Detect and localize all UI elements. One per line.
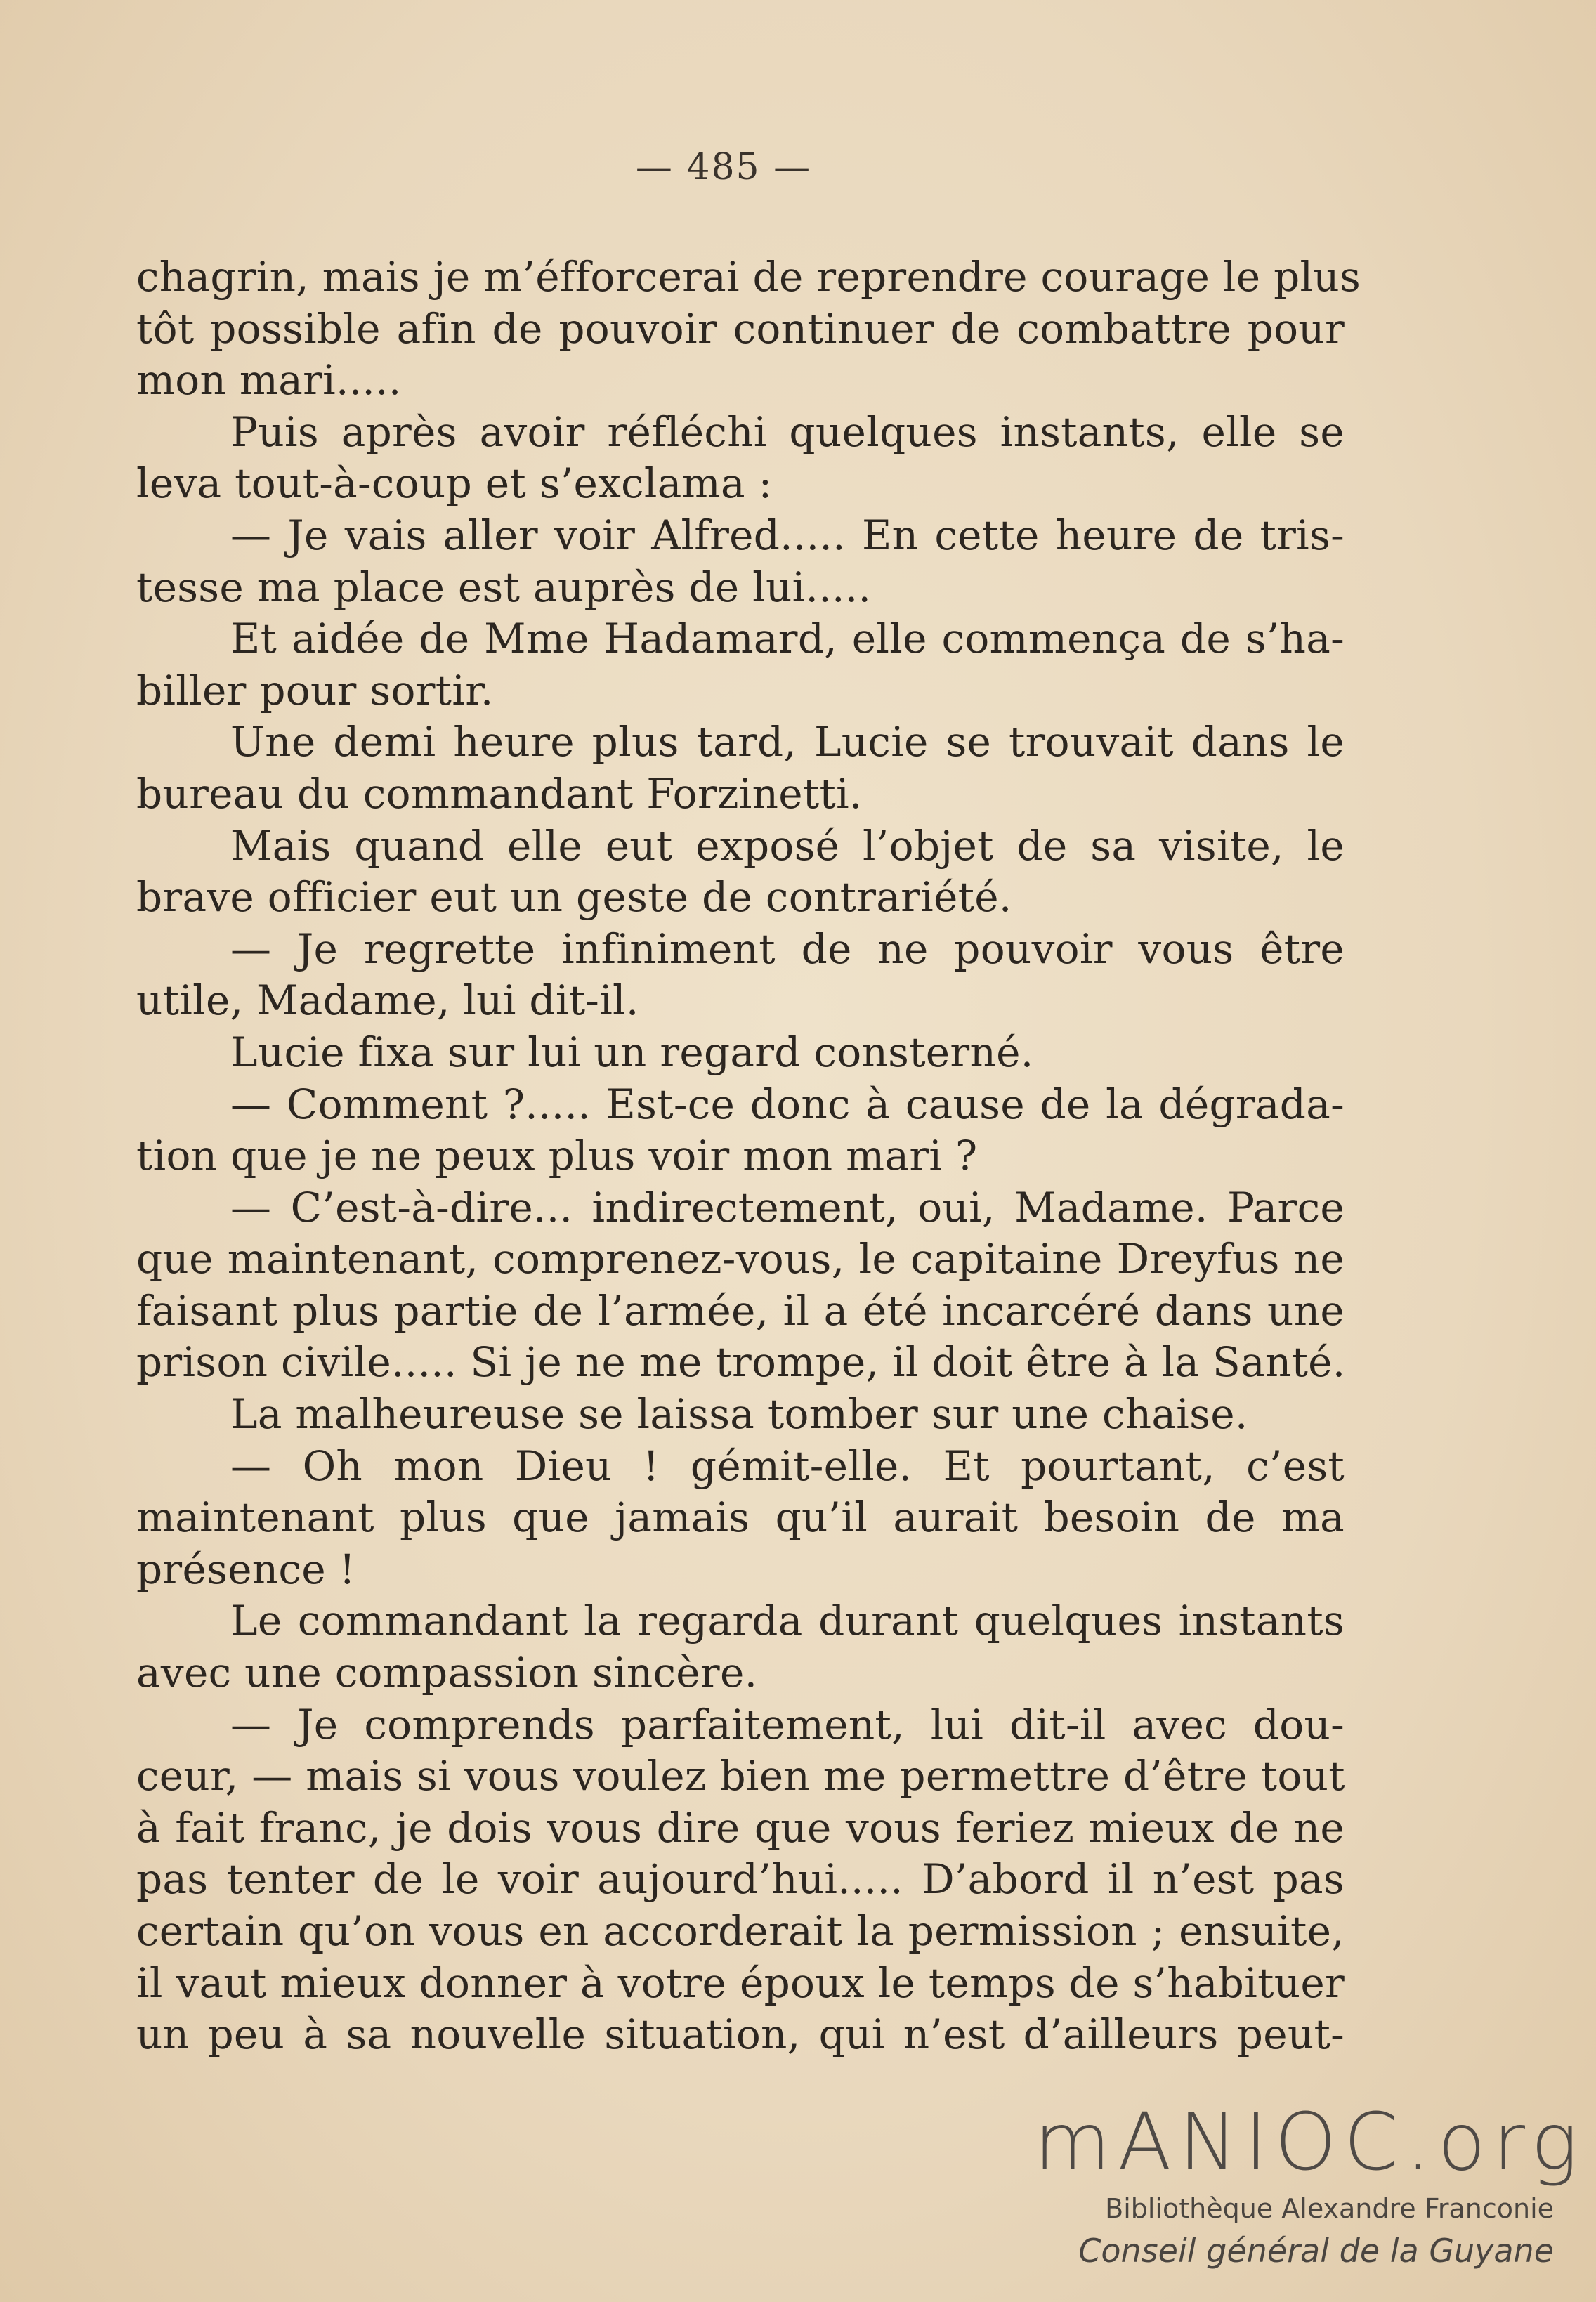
text-line: il vaut mieux donner à votre époux le temps de s’habituer: [136, 1958, 1345, 2007]
text-line: un peu à sa nouvelle situation, qui n’est d’ailleurs peut-: [136, 2010, 1345, 2059]
page-number: — 485 —: [635, 146, 812, 188]
text-line: certain qu’on vous en accorderait la permission ; ensuite,: [136, 1907, 1345, 1955]
council-name: Conseil général de la Guyane: [1078, 2232, 1554, 2270]
text-line: Lucie fixa sur lui un regard consterné.: [230, 1028, 1034, 1076]
text-line: ceur, — mais si vous voulez bien me permettre d’être tout: [136, 1752, 1345, 1800]
text-line: La malheureuse se laissa tomber sur une chaise.: [230, 1390, 1248, 1439]
text-line: brave officier eut un geste de contrariété.: [136, 873, 1012, 922]
text-line: — Je comprends parfaitement, lui dit-il avec dou-: [230, 1700, 1345, 1748]
text-line: chagrin, mais je m’éfforcerai de reprendre courage le plus: [136, 253, 1361, 301]
body-text: [136, 251, 1361, 2061]
text-line: biller pour sortir.: [136, 666, 494, 714]
text-line: — Oh mon Dieu ! gémit-elle. Et pourtant, c’est: [230, 1441, 1345, 1490]
text-line: pas tenter de le voir aujourd’hui..... D’abord il n’est pas: [136, 1855, 1345, 1904]
text-line: — C’est-à-dire... indirectement, oui, Madame. Parce: [230, 1183, 1345, 1231]
manioc-logo: mANIOC.org: [1034, 2097, 1585, 2188]
text-line: tesse ma place est auprès de lui.....: [136, 563, 872, 611]
text-line: — Je vais aller voir Alfred..... En cette heure de tris-: [230, 511, 1345, 559]
text-line: Et aidée de Mme Hadamard, elle commença de s’ha-: [230, 615, 1345, 663]
text-line: que maintenant, comprenez-vous, le capitaine Dreyfus ne: [136, 1235, 1345, 1283]
text-line: présence !: [136, 1545, 356, 1593]
text-line: tion que je ne peux plus voir mon mari ?: [136, 1132, 978, 1180]
text-line: Puis après avoir réfléchi quelques instants, elle se: [230, 407, 1345, 456]
library-name: Bibliothèque Alexandre Franconie: [1105, 2193, 1554, 2224]
text-line: utile, Madame, lui dit-il.: [136, 976, 639, 1025]
text-line: — Comment ?..... Est-ce donc à cause de la dégrada-: [230, 1080, 1345, 1128]
text-line: — Je regrette infiniment de ne pouvoir vous être: [230, 924, 1345, 973]
text-line: à fait franc, je dois vous dire que vous feriez mieux de ne: [136, 1803, 1345, 1852]
text-line: mon mari.....: [136, 356, 402, 405]
text-line: maintenant plus que jamais qu’il aurait besoin de ma: [136, 1493, 1345, 1542]
text-line: Mais quand elle eut exposé l’objet de sa visite, le: [230, 821, 1345, 870]
text-line: tôt possible afin de pouvoir continuer de combattre pour: [136, 304, 1345, 353]
text-line: Le commandant la regarda durant quelques instants: [230, 1597, 1345, 1645]
text-line: prison civile..... Si je ne me trompe, il doit être à la Santé.: [136, 1338, 1346, 1387]
text-line: Une demi heure plus tard, Lucie se trouvait dans le: [230, 718, 1345, 766]
text-line: bureau du commandant Forzinetti.: [136, 769, 863, 818]
text-line: avec une compassion sincère.: [136, 1649, 758, 1697]
watermark: [1034, 2097, 1585, 2273]
text-line: leva tout-à-coup et s’exclama :: [136, 459, 773, 508]
text-line: faisant plus partie de l’armée, il a été incarcéré dans une: [136, 1286, 1345, 1335]
